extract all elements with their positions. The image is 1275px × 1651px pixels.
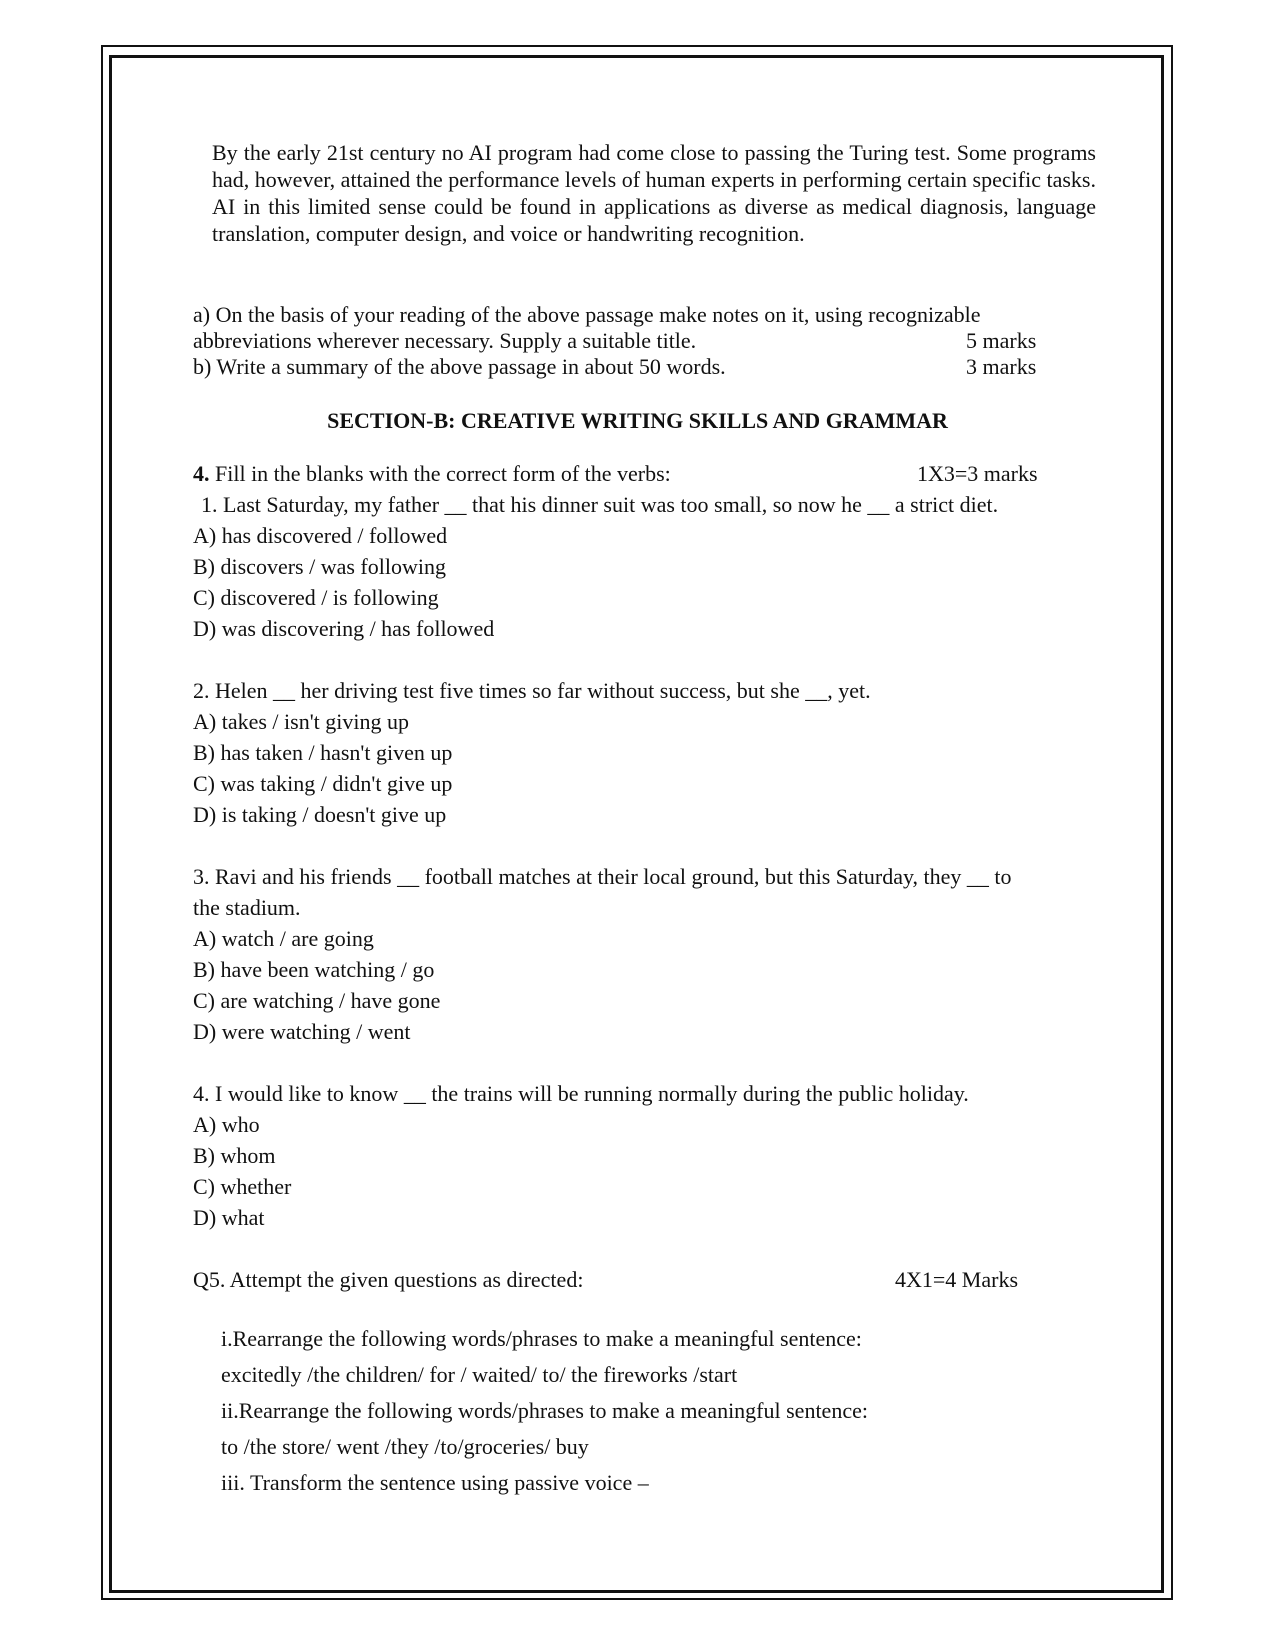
q4-item-2-option-c: C) was taking / didn't give up	[193, 771, 453, 796]
q4-item-1-option-a: A) has discovered / followed	[193, 523, 448, 548]
q4-item-4-stem: 4. I would like to know __ the trains will be running normally during the public holiday.	[193, 1081, 969, 1106]
q4-item-1-option-b: B) discovers / was following	[193, 554, 446, 579]
q4-marks: 1X3=3 marks	[917, 461, 1038, 486]
q4-item-4-option-d: D) what	[193, 1205, 265, 1230]
q4-item-3-option-d: D) were watching / went	[193, 1019, 411, 1044]
q5-line-5: iii. Transform the sentence using passive voice –	[221, 1470, 649, 1495]
q4-item-2-option-b: B) has taken / hasn't given up	[193, 740, 453, 765]
q4-item-3-stem-line-1: 3. Ravi and his friends __ football matches at their local ground, but this Saturday, they __ to	[193, 864, 1012, 889]
q4-instruction: Fill in the blanks with the correct form of the verbs:	[215, 461, 671, 486]
q5-line-1: i.Rearrange the following words/phrases to make a meaningful sentence:	[221, 1326, 862, 1351]
q4-number: 4.	[193, 461, 210, 486]
q5-marks: 4X1=4 Marks	[895, 1267, 1019, 1292]
q5-line-4: to /the store/ went /they /to/groceries/ buy	[221, 1434, 589, 1459]
task-b-marks: 3 marks	[966, 354, 1037, 379]
q4-item-1-option-d: D) was discovering / has followed	[193, 616, 495, 641]
q4-item-4-option-c: C) whether	[193, 1174, 292, 1199]
q5-line-3: ii.Rearrange the following words/phrases to make a meaningful sentence:	[221, 1398, 868, 1423]
q5-instruction: Q5. Attempt the given questions as directed:	[193, 1267, 584, 1292]
section-heading: SECTION-B: CREATIVE WRITING SKILLS AND GRAMMAR	[327, 408, 948, 433]
q4-item-3-stem-line-2: the stadium.	[193, 895, 301, 920]
q4-item-4-option-b: B) whom	[193, 1143, 276, 1168]
task-a-marks: 5 marks	[966, 328, 1037, 353]
q4-item-1-stem: 1. Last Saturday, my father __ that his dinner suit was too small, so now he __ a strict diet.	[201, 492, 999, 517]
task-a-line-2: abbreviations wherever necessary. Supply a suitable title.	[193, 328, 697, 353]
q4-item-2-stem: 2. Helen __ her driving test five times so far without success, but she __, yet.	[193, 678, 871, 703]
task-a-line-1: a) On the basis of your reading of the above passage make notes on it, using recognizable	[193, 302, 981, 327]
task-b-line: b) Write a summary of the above passage in about 50 words.	[193, 354, 726, 379]
q5-line-2: excitedly /the children/ for / waited/ to/ the fireworks /start	[221, 1362, 738, 1387]
reading-passage: By the early 21st century no AI program had come close to passing the Turing test. Some programs had, however, attained the performance levels of human experts in performing certain specific tasks. AI in this limited sense could be found in applications as diverse as medical diagnosis, language translation, computer design, and voice or handwriting recognition.	[212, 140, 1096, 246]
q4-item-1-option-c: C) discovered / is following	[193, 585, 439, 610]
q4-item-4-option-a: A) who	[193, 1112, 260, 1137]
q4-header	[193, 461, 671, 487]
q4-item-3-option-b: B) have been watching / go	[193, 957, 435, 982]
q4-item-3-option-a: A) watch / are going	[193, 926, 374, 951]
q4-item-2-option-a: A) takes / isn't giving up	[193, 709, 410, 734]
q4-item-3-option-c: C) are watching / have gone	[193, 988, 441, 1013]
q4-item-2-option-d: D) is taking / doesn't give up	[193, 802, 447, 827]
